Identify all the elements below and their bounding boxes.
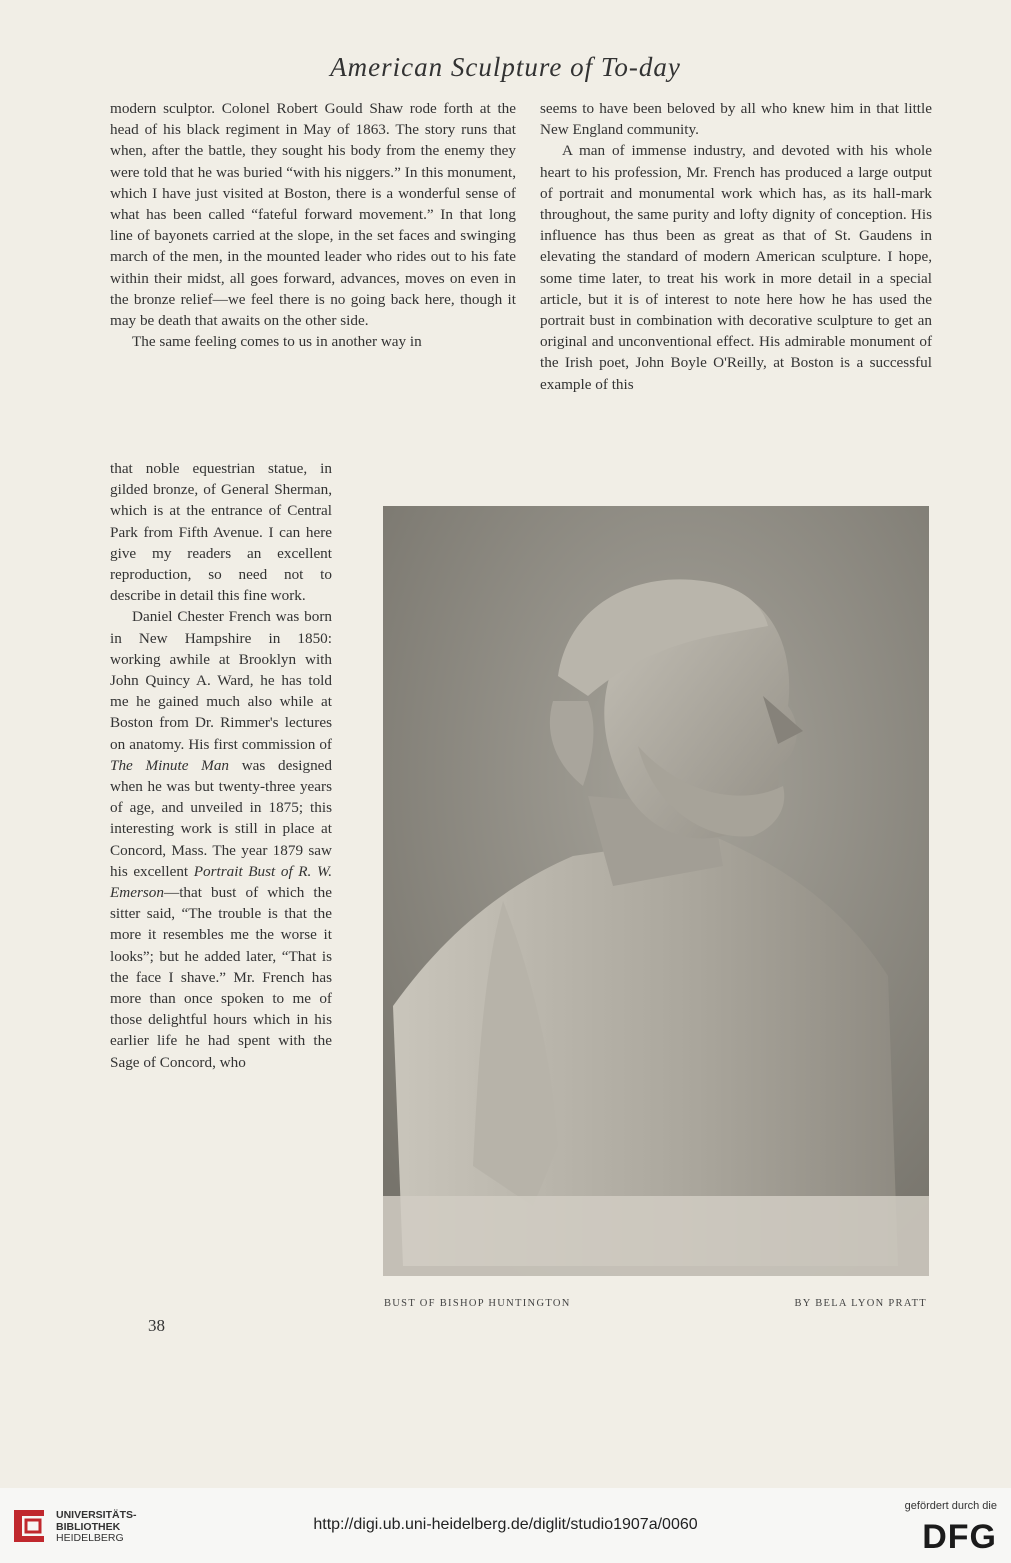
paragraph: A man of immense industry, and devoted with his whole heart to his profession, Mr. French has produced a large output of portrait and monumental work which has, as its hall-mark throughout, the same purity and lofty dignity of conception. His influence has thus been as great as that of St. Gaudens in elevating the standard of modern American sculpture. I hope, some time later, to treat his work in more detail in a special article, but it is of interest to note here how he has used the portrait bust in combination with decorative sculpture to get an original and unconventional effect. His admirable monument of the Irish poet, John Boyle O'Reilly, at Boston is a successful example of this: [540, 142, 932, 393]
text-run: was designed when he was but twenty-three years of age, and unveiled in 1875; this interesting work is still in place at Concord, Mass. The year 1879 saw his excellent: [110, 756, 332, 880]
right-column: [540, 98, 932, 395]
permalink[interactable]: http://digi.ub.uni-heidelberg.de/diglit/studio1907a/0060: [313, 1516, 698, 1533]
left-column-narrow: [110, 458, 332, 1073]
work-title: The Minute Man: [110, 756, 230, 774]
page-number: 38: [148, 1316, 165, 1335]
left-column-top: [110, 98, 516, 352]
paragraph: [110, 606, 332, 1072]
dfg-logo[interactable]: DFG: [922, 1518, 997, 1556]
library-line: HEIDELBERG: [56, 1532, 124, 1544]
funded-by-label: gefördert durch die: [904, 1500, 997, 1512]
text-run: —that bust of which the sitter said, “The trouble is that the more it resembles me the worse it looks”; but he added later, “That is the face I shave.” Mr. French has more than once spoken to me of those delightful hours which in his earlier life he had spent with the Sage of Concord, who: [110, 884, 332, 1071]
running-head: American Sculpture of To-day: [330, 52, 681, 82]
library-line: UNIVERSITÄTS-: [56, 1509, 137, 1521]
paragraph: The same feeling comes to us in another way in: [132, 333, 422, 351]
work-title: Portrait Bust of R. W. Emerson: [110, 862, 332, 902]
plate-caption-credit: BY BELA LYON PRATT: [794, 1298, 927, 1309]
bust-photograph: [383, 506, 929, 1276]
text-run: Daniel Chester French was born in New Hampshire in 1850: working awhile at Brooklyn with John Quincy A. Ward, he has told me he gained much also while at Boston from Dr. Rimmer's lectures on anatomy. His first commission of: [110, 608, 332, 753]
digitization-footer: [0, 1488, 1011, 1563]
plate-caption-title: BUST OF BISHOP HUNTINGTON: [384, 1298, 571, 1309]
paragraph: seems to have been beloved by all who knew him in that little New England community.: [540, 100, 932, 139]
paragraph: that noble equestrian statue, in gilded bronze, of General Sherman, which is at the entrance of Central Park from Fifth Avenue. I can here give my readers an excellent reproduction, so need not to describe in detail this fine work.: [110, 460, 332, 605]
paragraph: modern sculptor. Colonel Robert Gould Shaw rode forth at the head of his black regiment in May of 1863. The story runs that when, after the battle, they sought his body from the enemy they were told that he was buried “with his niggers.” In this monument, which I have just visited at Boston, there is a wonderful sense of what has been called “fateful forward movement.” In that long line of bayonets carried at the slope, in the set faces and swinging march of the men, in the mounted leader who rides out to his fate within their midst, all goes forward, advances, moves on even in the bronze relief—we feel there is no going back here, though it may be death that awaits on the other side.: [110, 100, 516, 330]
library-line: BIBLIOTHEK: [56, 1520, 121, 1533]
